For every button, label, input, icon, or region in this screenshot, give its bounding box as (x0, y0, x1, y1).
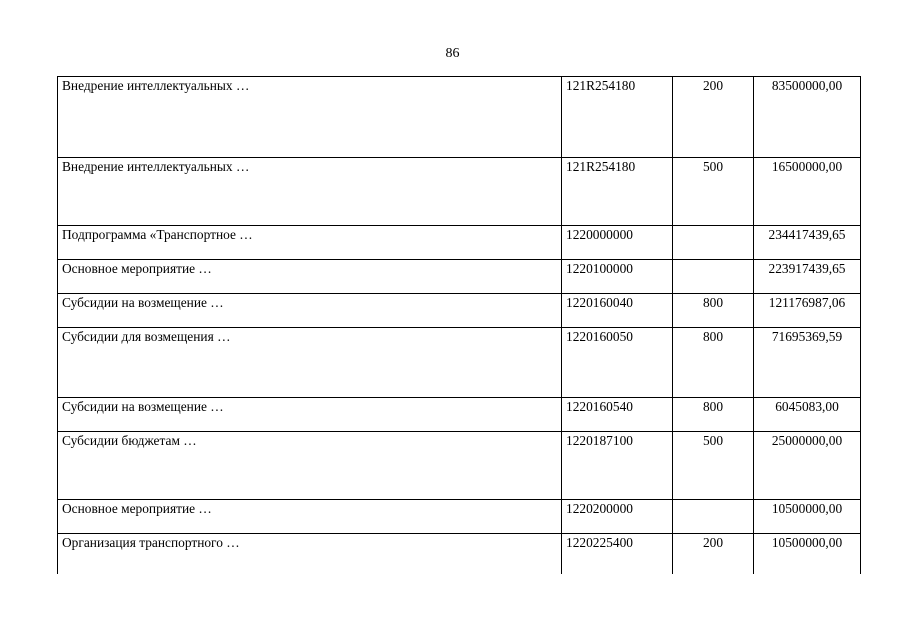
page-number: 86 (445, 46, 460, 61)
row-amount: 223917439,65 (754, 260, 861, 294)
table-row (58, 77, 861, 158)
table-row (58, 226, 861, 260)
row-amount: 25000000,00 (754, 432, 861, 500)
row-code: 121R254180 (562, 77, 673, 158)
row-code: 1220160040 (562, 294, 673, 328)
table-row (58, 432, 861, 500)
row-code: 1220187100 (562, 432, 673, 500)
row-code: 1220160050 (562, 328, 673, 398)
row-description: Субсидии на возмещение … (58, 294, 562, 328)
row-description: Внедрение интеллектуальных … (58, 158, 562, 226)
row-amount: 83500000,00 (754, 77, 861, 158)
table-row (58, 328, 861, 398)
row-expense-type: 800 (673, 294, 754, 328)
row-code: 121R254180 (562, 158, 673, 226)
row-description: Подпрограмма «Транспортное … (58, 226, 562, 260)
table-row (58, 398, 861, 432)
row-code: 1220000000 (562, 226, 673, 260)
table-row (58, 260, 861, 294)
budget-table (57, 76, 861, 574)
row-expense-type (673, 226, 754, 260)
row-code: 1220225400 (562, 534, 673, 574)
table-row (58, 158, 861, 226)
row-expense-type: 200 (673, 77, 754, 158)
row-description: Субсидии бюджетам … (58, 432, 562, 500)
row-expense-type: 200 (673, 534, 754, 574)
row-description: Субсидии для возмещения … (58, 328, 562, 398)
row-description: Организация транспортного … (58, 534, 562, 574)
row-code: 1220200000 (562, 500, 673, 534)
row-expense-type (673, 260, 754, 294)
row-amount: 121176987,06 (754, 294, 861, 328)
row-code: 1220100000 (562, 260, 673, 294)
row-expense-type: 800 (673, 328, 754, 398)
row-amount: 234417439,65 (754, 226, 861, 260)
row-amount: 10500000,00 (754, 534, 861, 574)
row-expense-type: 500 (673, 158, 754, 226)
row-description: Субсидии на возмещение … (58, 398, 562, 432)
row-description: Основное мероприятие … (58, 500, 562, 534)
row-code: 1220160540 (562, 398, 673, 432)
row-amount: 71695369,59 (754, 328, 861, 398)
row-amount: 6045083,00 (754, 398, 861, 432)
row-expense-type: 800 (673, 398, 754, 432)
row-description: Основное мероприятие … (58, 260, 562, 294)
table-row (58, 500, 861, 534)
table-row (58, 294, 861, 328)
row-amount: 10500000,00 (754, 500, 861, 534)
row-description: Внедрение интеллектуальных … (58, 77, 562, 158)
row-expense-type (673, 500, 754, 534)
row-expense-type: 500 (673, 432, 754, 500)
table-row (58, 534, 861, 574)
row-amount: 16500000,00 (754, 158, 861, 226)
